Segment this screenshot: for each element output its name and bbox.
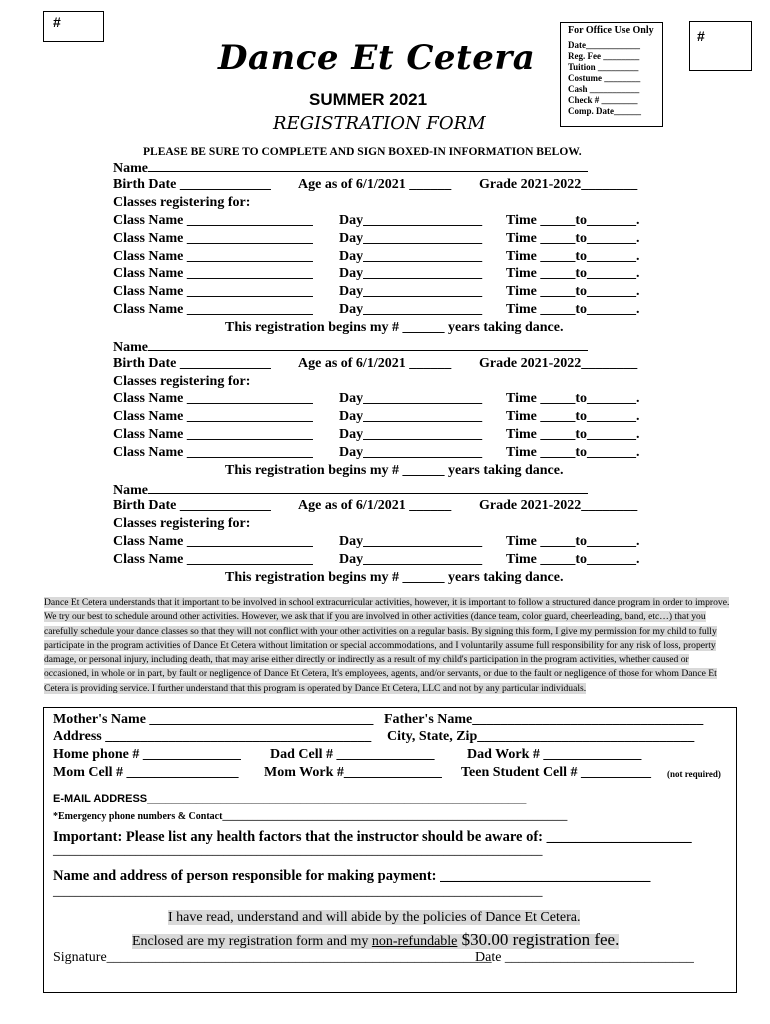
city-state-zip-field[interactable]: City, State, Zip_______________________________ xyxy=(387,729,695,744)
grade-field[interactable]: Grade 2021-2022________ xyxy=(479,177,638,192)
class-time-field[interactable]: Time _____to_______. xyxy=(506,284,640,299)
class-day-field[interactable]: Day_________________ xyxy=(339,249,483,264)
class-name-field[interactable]: Class Name __________________ xyxy=(113,552,313,567)
office-tuition-field[interactable]: Tuition _________ xyxy=(568,62,639,72)
office-date-field[interactable]: Date____________ xyxy=(568,40,640,50)
class-time-field[interactable]: Time _____to_______. xyxy=(506,249,640,264)
class-name-field[interactable]: Class Name __________________ xyxy=(113,266,313,281)
date-field[interactable]: Date ___________________________ xyxy=(475,950,694,965)
class-name-field[interactable]: Class Name __________________ xyxy=(113,249,313,264)
student-name-field[interactable]: Name xyxy=(113,159,588,177)
office-reg-fee-field[interactable]: Reg. Fee ________ xyxy=(568,51,640,61)
signature-field[interactable]: Signature_______________________________________________________ xyxy=(53,950,492,965)
office-number-label: # xyxy=(697,28,705,44)
class-name-field[interactable]: Class Name __________________ xyxy=(113,534,313,549)
office-costume-field[interactable]: Costume ________ xyxy=(568,73,641,83)
health-factors-field[interactable]: Important: Please list any health factors that the instructor should be aware of: ____________________ xyxy=(53,829,692,845)
age-field[interactable]: Age as of 6/1/2021 ______ xyxy=(298,498,452,513)
age-field[interactable]: Age as of 6/1/2021 ______ xyxy=(298,177,452,192)
class-time-field[interactable]: Time _____to_______. xyxy=(506,266,640,281)
studio-title: Dance Et Cetera xyxy=(218,38,536,78)
dad-work-field[interactable]: Dad Work # ______________ xyxy=(467,747,642,762)
class-day-field[interactable]: Day_________________ xyxy=(339,302,483,317)
mother-name-field[interactable]: Mother's Name ________________________________ xyxy=(53,712,374,727)
class-day-field[interactable]: Day_________________ xyxy=(339,445,483,460)
class-day-field[interactable]: Day_________________ xyxy=(339,409,483,424)
class-day-field[interactable]: Day_________________ xyxy=(339,266,483,281)
class-time-field[interactable]: Time _____to_______. xyxy=(506,231,640,246)
payment-contact-field[interactable]: Name and address of person responsible for making payment: _____________________________ xyxy=(53,868,651,884)
class-day-field[interactable]: Day_________________ xyxy=(339,213,483,228)
policy-agreement-line: I have read, understand and will abide by the policies of Dance Et Cetera. xyxy=(168,910,581,925)
health-factors-line[interactable]: _________________________________________________________________________________________ xyxy=(53,845,543,857)
office-use-heading: For Office Use Only xyxy=(568,25,654,36)
class-name-field[interactable]: Class Name __________________ xyxy=(113,231,313,246)
record-number-box[interactable] xyxy=(43,11,104,42)
birth-date-field[interactable]: Birth Date _____________ xyxy=(113,498,271,513)
class-time-field[interactable]: Time _____to_______. xyxy=(506,445,640,460)
years-dancing-field[interactable]: This registration begins my # ______ years taking dance. xyxy=(225,320,564,335)
class-name-field[interactable]: Class Name __________________ xyxy=(113,284,313,299)
class-day-field[interactable]: Day_________________ xyxy=(339,391,483,406)
office-cash-field[interactable]: Cash ___________ xyxy=(568,84,640,94)
payment-contact-line[interactable]: _________________________________________________________________________________________ xyxy=(53,886,543,898)
address-field[interactable]: Address ______________________________________ xyxy=(53,729,372,744)
class-day-field[interactable]: Day_________________ xyxy=(339,284,483,299)
mom-work-field[interactable]: Mom Work #______________ xyxy=(264,765,442,780)
class-time-field[interactable]: Time _____to_______. xyxy=(506,391,640,406)
class-time-field[interactable]: Time _____to_______. xyxy=(506,427,640,442)
student-name-field[interactable]: Name xyxy=(113,338,588,356)
season-heading: SUMMER 2021 xyxy=(309,90,428,109)
years-dancing-field[interactable]: This registration begins my # ______ years taking dance. xyxy=(225,570,564,585)
classes-label: Classes registering for: xyxy=(113,374,251,389)
classes-label: Classes registering for: xyxy=(113,195,251,210)
birth-date-field[interactable]: Birth Date _____________ xyxy=(113,356,271,371)
class-name-field[interactable]: Class Name __________________ xyxy=(113,445,313,460)
home-phone-field[interactable]: Home phone # ______________ xyxy=(53,747,241,762)
office-number-box[interactable] xyxy=(689,21,752,71)
office-comp-date-field[interactable]: Comp. Date______ xyxy=(568,106,641,116)
class-time-field[interactable]: Time _____to_______. xyxy=(506,409,640,424)
teen-cell-field[interactable]: Teen Student Cell # __________ xyxy=(461,765,652,780)
class-time-field[interactable]: Time _____to_______. xyxy=(506,302,640,317)
years-dancing-field[interactable]: This registration begins my # ______ years taking dance. xyxy=(225,463,564,478)
class-day-field[interactable]: Day_________________ xyxy=(339,534,483,549)
class-time-field[interactable]: Time _____to_______. xyxy=(506,213,640,228)
record-number-label: # xyxy=(53,14,61,30)
email-field[interactable]: E-MAIL ADDRESS______________________________________________________________ xyxy=(53,793,527,805)
class-name-field[interactable]: Class Name __________________ xyxy=(113,427,313,442)
mom-cell-field[interactable]: Mom Cell # ________________ xyxy=(53,765,239,780)
parent-info-box xyxy=(43,707,737,993)
classes-label: Classes registering for: xyxy=(113,516,251,531)
emergency-contact-field[interactable]: *Emergency phone numbers & Contact_____________________________________________________________________ xyxy=(53,811,568,822)
class-day-field[interactable]: Day_________________ xyxy=(339,231,483,246)
grade-field[interactable]: Grade 2021-2022________ xyxy=(479,498,638,513)
class-name-field[interactable]: Class Name __________________ xyxy=(113,409,313,424)
birth-date-field[interactable]: Birth Date _____________ xyxy=(113,177,271,192)
class-name-field[interactable]: Class Name __________________ xyxy=(113,213,313,228)
registration-fee-line: Enclosed are my registration form and my non-refundable $30.00 registration fee. xyxy=(132,930,620,949)
instructions-notice: PLEASE BE SURE TO COMPLETE AND SIGN BOXED-IN INFORMATION BELOW. xyxy=(143,146,582,158)
father-name-field[interactable]: Father's Name_________________________________ xyxy=(384,712,704,727)
class-day-field[interactable]: Day_________________ xyxy=(339,427,483,442)
grade-field[interactable]: Grade 2021-2022________ xyxy=(479,356,638,371)
class-time-field[interactable]: Time _____to_______. xyxy=(506,534,640,549)
not-required-note: (not required) xyxy=(667,769,721,779)
class-time-field[interactable]: Time _____to_______. xyxy=(506,552,640,567)
class-name-field[interactable]: Class Name __________________ xyxy=(113,391,313,406)
form-heading: REGISTRATION FORM xyxy=(273,113,486,134)
class-day-field[interactable]: Day_________________ xyxy=(339,552,483,567)
liability-waiver-text: Dance Et Cetera understands that it important to be involved in school extracurricular activities, however, it is important to follow a structured dance program in order to improve. We try our best to schedule around other activities. However, we ask that if you are involved in other activities (dance team, color guard, cheerleading, band, etc…) that you carefully schedule your dance classes so that they will not conflict with your other activities on a regular basis. By signing this form, I give my permission for my child to fully participate in the program activities of Dance Et Cetera without limitation or special accommodations, and I voluntarily assume full responsibility for any risk of loss, property damage, or personal injury, including death, that may arise either directly or indirectly as a result of my child's participation in the program activities, whether caused or occasioned, in whole or in part, by fault or negligence of Dance Et Cetera, It's employees, agents, and/or servants, or due to the fault or negligence of those for whom Dance Et Cetera is providing service. I further understand that this program is operated by Dance Et Cetera, LLC and not by any particular individuals. xyxy=(44,597,730,694)
student-name-field[interactable]: Name xyxy=(113,481,588,499)
office-check-field[interactable]: Check # ________ xyxy=(568,95,638,105)
class-name-field[interactable]: Class Name __________________ xyxy=(113,302,313,317)
office-use-box xyxy=(560,22,663,127)
age-field[interactable]: Age as of 6/1/2021 ______ xyxy=(298,356,452,371)
dad-cell-field[interactable]: Dad Cell # ______________ xyxy=(270,747,435,762)
